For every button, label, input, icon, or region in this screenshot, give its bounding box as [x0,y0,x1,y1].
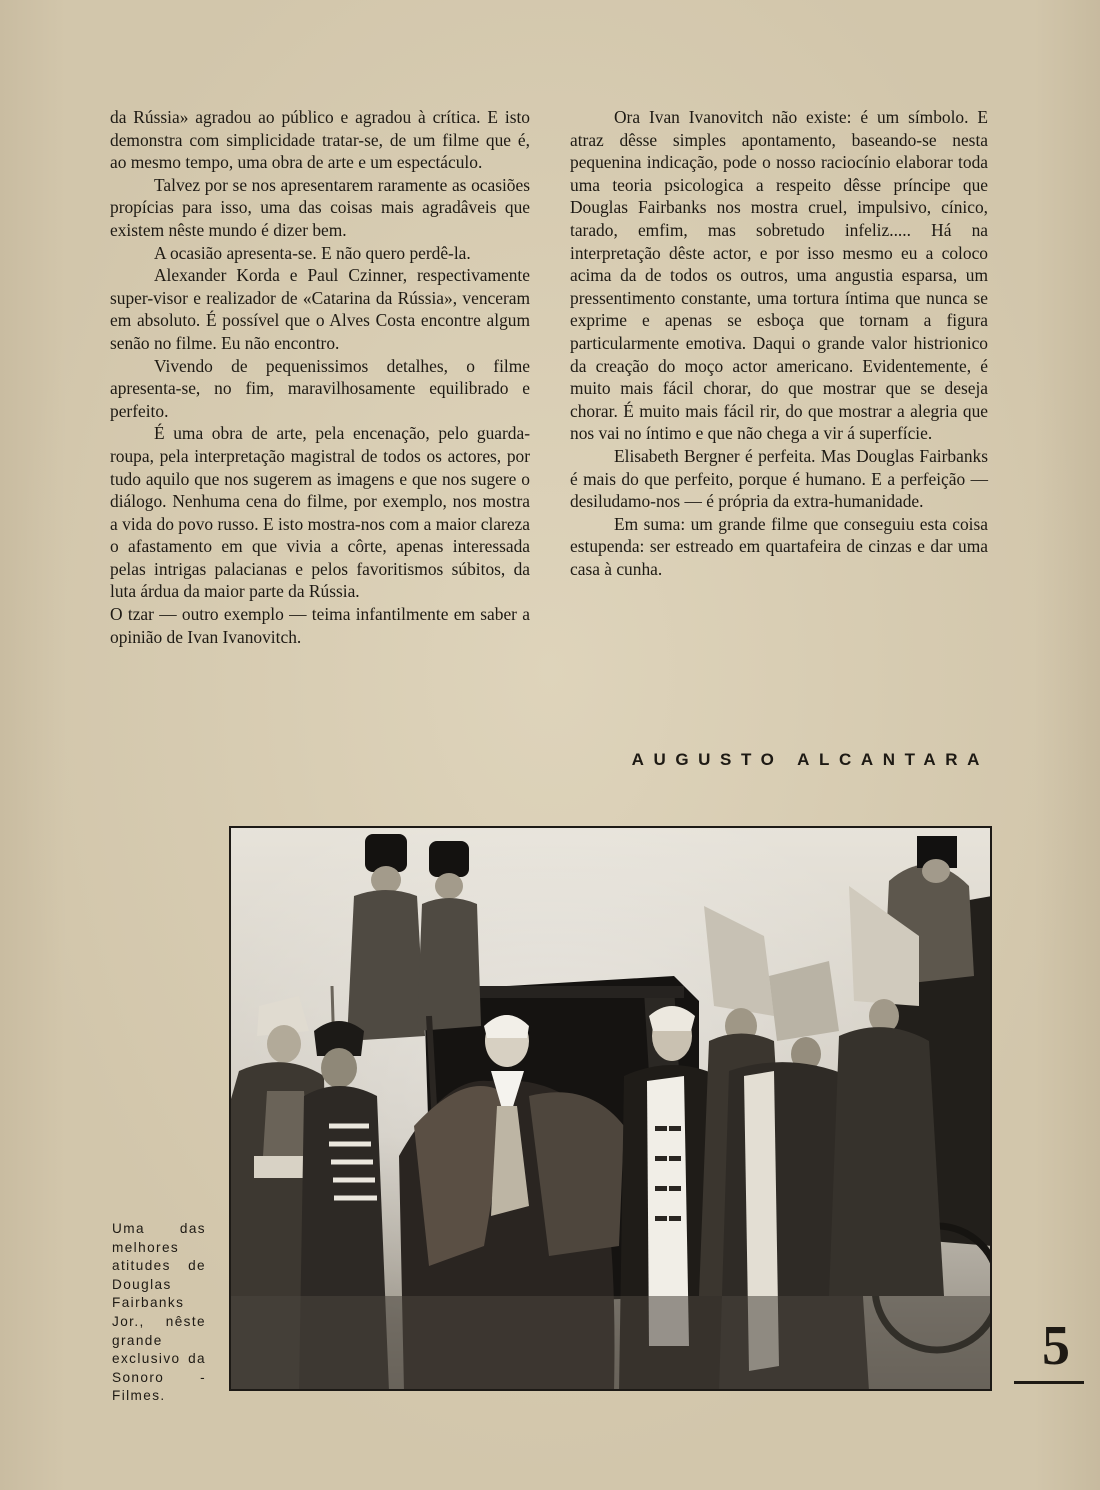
paragraph: A ocasião apresenta-se. E não quero perdê-la. [154,242,471,263]
paragraph: Ora Ivan Ivanovitch não existe: é um símbolo. E atraz dêsse simples apontamento, baseando-se nesta pequenina indicação, pode o nosso raciocínio elaborar toda uma teoria psicologica a respeito dêsse príncipe que Douglas Fairbanks nos mostra cruel, impulsivo, cínico, tarado, emfim, mas sobretudo infeliz..... Há na interpretação dêste actor, e por isso mesmo eu a coloco acima da de todos os outros, uma angustia esparsa, um pressentimento constante, uma tortura íntima que nunca se exprime e apenas se esboça que tornam a figura particularmente emotiva. Daqui o grande valor histrionico da creação do moço actor americano. Evidentemente, é muito mais fácil chorar, do que mostrar que se deseja chorar. É muito mais fácil rir, do que mostrar a alegria que nos vai no íntimo e que não chega a vir á superfície. [570,107,988,444]
article-left-column [110,106,530,648]
paragraph: Talvez por se nos apresentarem raramente as ocasiões propícias para isso, uma das coisas mais agradâveis que existem nêste mundo é dizer bem. [110,174,530,240]
film-still-photo [229,826,992,1391]
paragraph: Vivendo de pequenissimos detalhes, o filme apresenta-se, no fim, maravilhosamente equilibrado e perfeito. [110,355,530,421]
photo-caption: Uma das melhores atitudes de Douglas Fairbanks Jor., nêste grande exclusivo da Sonoro - Filmes. [112,1221,206,1404]
page-number: 5 [1042,1315,1070,1377]
article-right-column [570,106,988,580]
paragraph: Em suma: um grande filme que conseguiu esta coisa estupenda: ser estreado em quartafeira de cinzas e dar uma casa à cunha. [570,513,988,579]
paragraph: O tzar — outro exemplo — teima infantilmente em saber a opinião de Ivan Ivanovitch. [110,604,530,647]
page-number-rule [1014,1381,1084,1384]
paragraph: Elisabeth Bergner é perfeita. Mas Douglas Fairbanks é mais do que perfeito, porque é humano. E a perfeição — desiludamo-nos — é própria da extra-humanidade. [570,445,988,512]
author-byline: AUGUSTO ALCANTARA [631,750,989,769]
paragraph: da Rússia» agradou ao público e agradou à crítica. E isto demonstra com simplicidade tratar-se, de um filme que é, ao mesmo tempo, uma obra de arte e um espectáculo. [110,107,530,173]
paragraph: Alexander Korda e Paul Czinner, respectivamente super-visor e realizador de «Catarina da Rússia», venceram em absoluto. É possível que o Alves Costa encontre algum senão no filme. Eu não encontro. [110,265,530,353]
paragraph: É uma obra de arte, pela encenação, pelo guarda-roupa, pela interpretação magistral de todos os actores, por tudo aquilo que nos sugerem as imagens e que nos sugere o diálogo. Nenhuma cena do filme, por exemplo, nos mostra a vida do povo russo. E isto mostra-nos com a maior clareza o afastamento em que vivia a côrte, apenas interessada pelas intrigas palacianas e pelos favoritismos súbitos, da luta árdua da maior parte da Rússia. [110,423,530,602]
film-still-illustration [229,826,992,1391]
